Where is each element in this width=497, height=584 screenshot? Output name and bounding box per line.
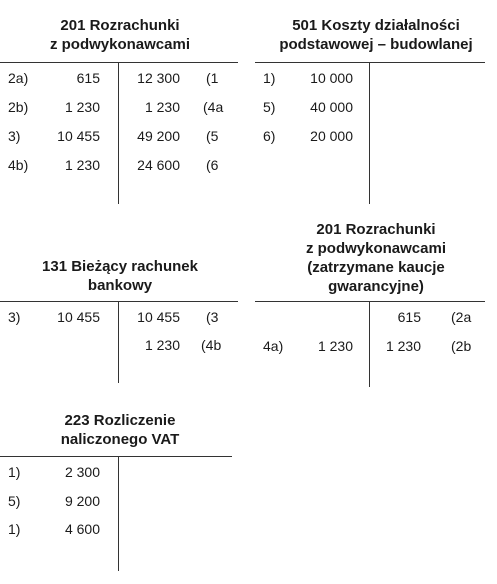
debit-ref: 4a) [263,338,284,354]
debit-ref: 1) [8,464,21,480]
credit-ref: (4a [203,99,224,115]
debit-amount: 615 [76,70,100,86]
title-line: z podwykonawcami [49,36,191,53]
credit-amount: 1 230 [385,338,421,354]
debit-ref: 1) [263,70,276,86]
debit-amount: 20 000 [310,128,353,144]
t-account-horizontal-line [0,301,238,302]
credit-ref: (1 [206,70,219,86]
account-201-guarantee-title [255,220,497,296]
title-line: (zatrzymane kaucje [307,259,445,276]
debit-amount: 2 300 [64,464,100,480]
debit-ref: 1) [8,521,21,537]
credit-ref: (2b [451,338,472,354]
account-223 [0,395,240,584]
debit-amount: 1 230 [64,99,100,115]
debit-amount: 10 455 [57,128,100,144]
account-501 [255,0,497,210]
credit-ref: (4b [201,337,222,353]
t-account-vertical-line [118,456,119,571]
debit-ref: 3) [8,309,21,325]
t-account-vertical-line [369,62,370,204]
title-line: 223 Rozliczenie [64,412,176,429]
account-201-guarantee [255,210,497,390]
t-account-horizontal-line [0,62,238,63]
title-line: bankowy [87,277,153,294]
credit-ref: (5 [206,128,219,144]
credit-amount: 1 230 [144,99,180,115]
t-account-horizontal-line [255,301,485,302]
title-line: z podwykonawcami [305,240,447,257]
t-account-horizontal-line [0,456,232,457]
account-223-title [0,411,240,449]
debit-amount: 10 000 [310,70,353,86]
title-line: 131 Bieżący rachunek [42,258,198,275]
title-line: 501 Koszty działalności [292,17,460,34]
debit-amount: 1 230 [317,338,353,354]
debit-amount: 4 600 [64,521,100,537]
debit-ref: 2a) [8,70,29,86]
account-131-title [0,257,240,295]
debit-ref: 6) [263,128,276,144]
credit-ref: (3 [206,309,219,325]
credit-amount: 615 [397,309,421,325]
account-201-title [0,16,240,54]
title-line: naliczonego VAT [60,431,180,448]
credit-amount: 12 300 [137,70,180,86]
account-501-title [255,16,497,54]
account-201 [0,0,240,210]
credit-ref: (2a [451,309,472,325]
debit-ref: 5) [263,99,276,115]
debit-amount: 40 000 [310,99,353,115]
debit-ref: 4b) [8,157,29,173]
credit-amount: 49 200 [137,128,180,144]
credit-ref: (6 [206,157,219,173]
title-line: 201 Rozrachunki [316,221,436,238]
debit-ref: 3) [8,128,21,144]
debit-amount: 10 455 [57,309,100,325]
debit-ref: 5) [8,493,21,509]
title-line: 201 Rozrachunki [60,17,180,34]
title-line: gwarancyjne) [328,278,424,295]
account-131 [0,245,240,385]
credit-amount: 24 600 [137,157,180,173]
t-account-horizontal-line [255,62,485,63]
debit-amount: 9 200 [64,493,100,509]
debit-ref: 2b) [8,99,29,115]
credit-amount: 10 455 [137,309,180,325]
title-line: podstawowej – budowlanej [279,36,473,53]
debit-amount: 1 230 [64,157,100,173]
credit-amount: 1 230 [144,337,180,353]
